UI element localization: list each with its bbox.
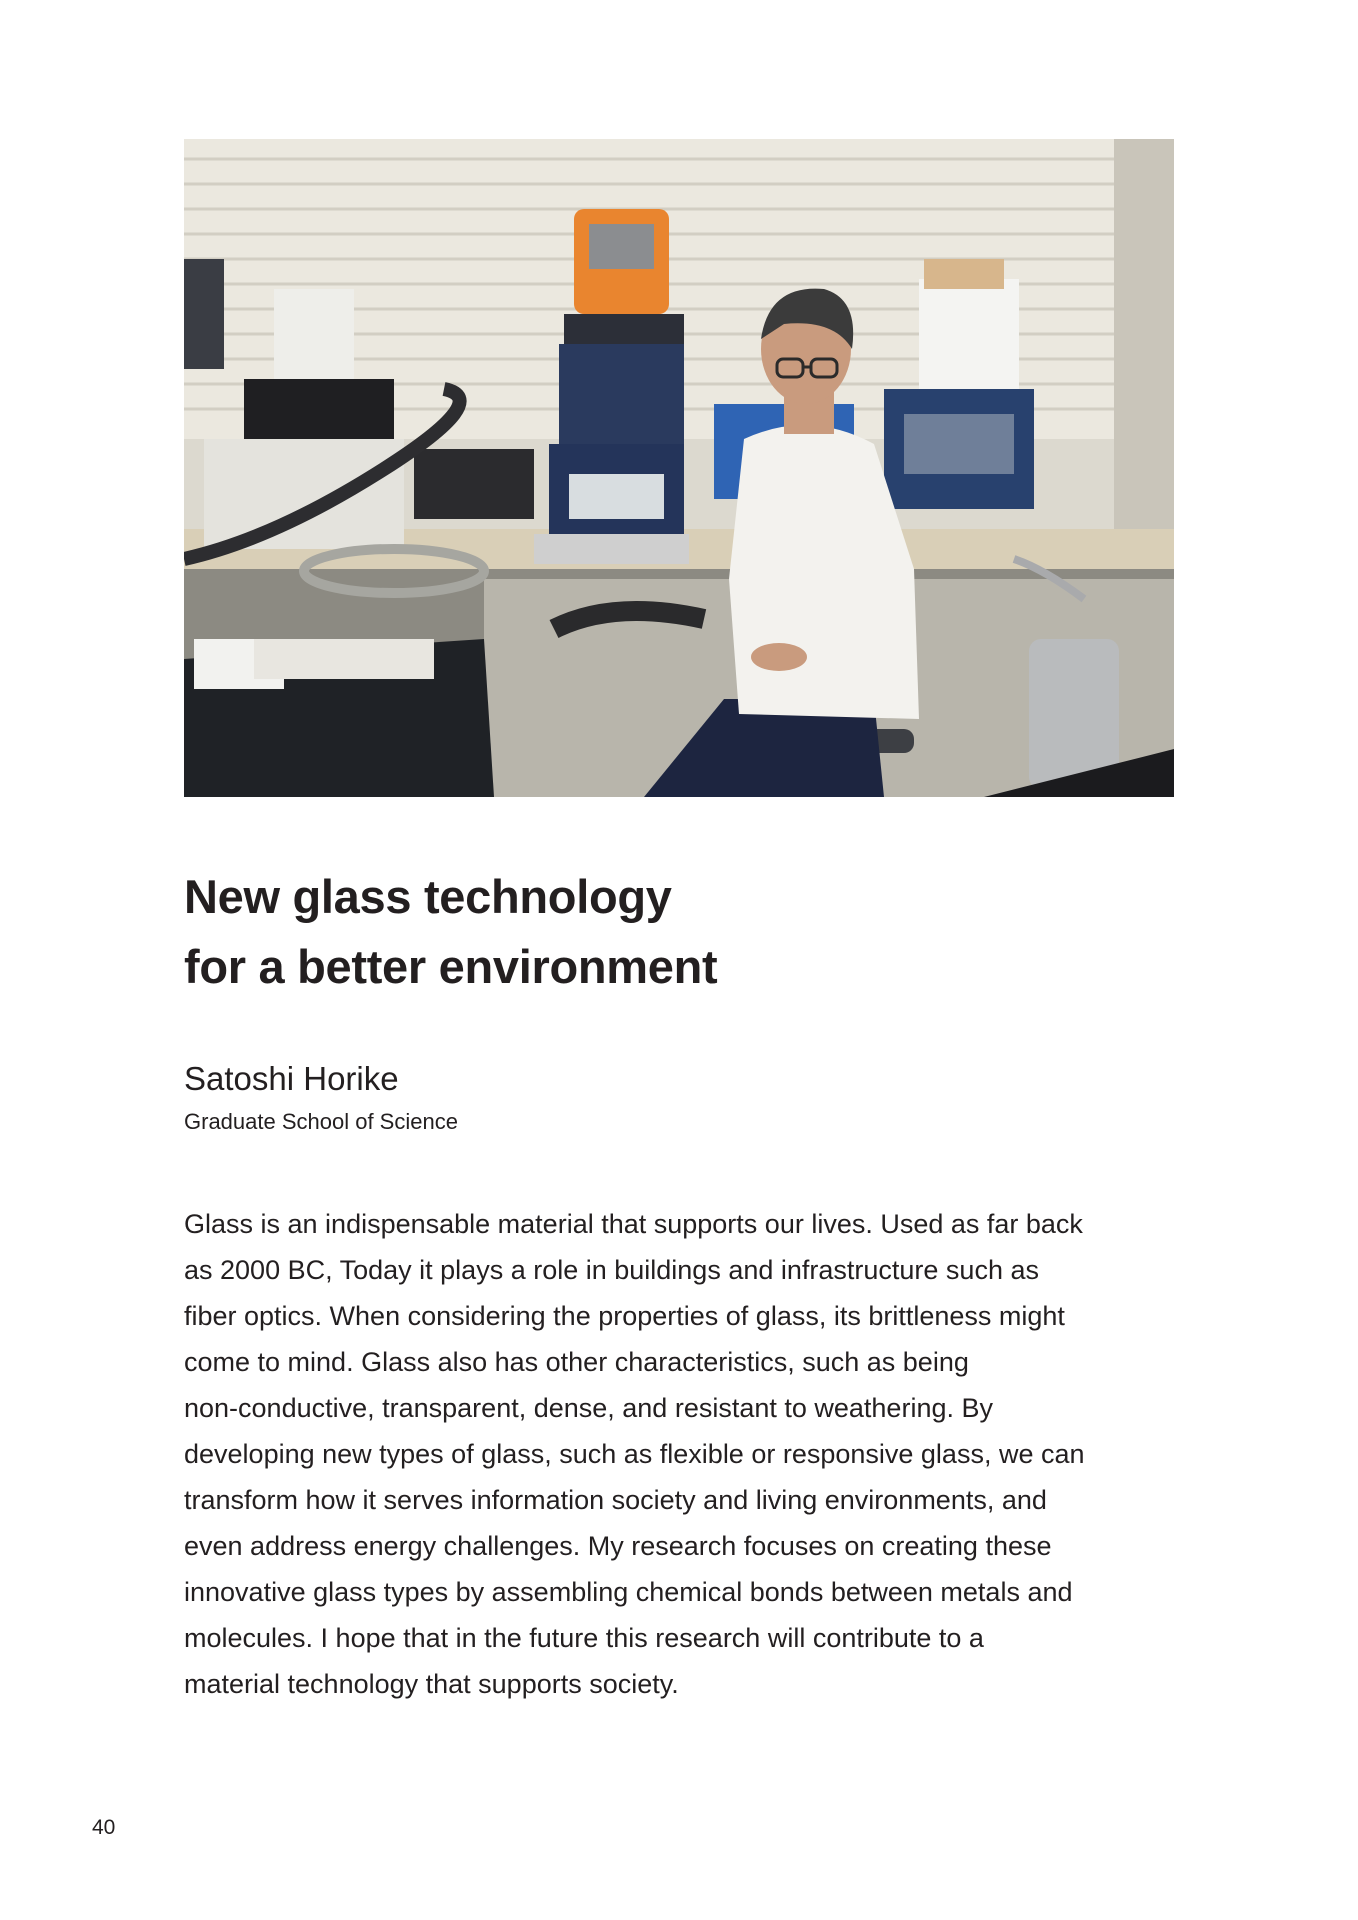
body-line: fiber optics. When considering the properties of glass, its brittleness might [184, 1301, 1065, 1331]
body-line: transform how it serves information society and living environments, and [184, 1485, 1047, 1515]
article-title-line: for a better environment [184, 940, 718, 993]
body-line: as 2000 BC, Today it plays a role in buildings and infrastructure such as [184, 1255, 1039, 1285]
article-title [184, 862, 1174, 1002]
page-number: 40 [92, 1816, 116, 1839]
body-line: come to mind. Glass also has other characteristics, such as being [184, 1347, 969, 1377]
body-line: innovative glass types by assembling chemical bonds between metals and [184, 1577, 1073, 1607]
body-line: molecules. I hope that in the future this research will contribute to a [184, 1623, 984, 1653]
article-body [184, 1201, 1184, 1707]
body-line: developing new types of glass, such as flexible or responsive glass, we can [184, 1439, 1085, 1469]
lab-photo-illustration [184, 139, 1174, 797]
lab-photo [184, 139, 1174, 797]
body-line: non-conductive, transparent, dense, and resistant to weathering. By [184, 1393, 993, 1423]
body-line: Glass is an indispensable material that supports our lives. Used as far back [184, 1209, 1083, 1239]
article-title-line: New glass technology [184, 870, 672, 923]
author-name: Satoshi Horike [184, 1060, 399, 1097]
author-affiliation: Graduate School of Science [184, 1109, 458, 1134]
body-line: even address energy challenges. My research focuses on creating these [184, 1531, 1052, 1561]
body-line: material technology that supports society. [184, 1669, 679, 1699]
